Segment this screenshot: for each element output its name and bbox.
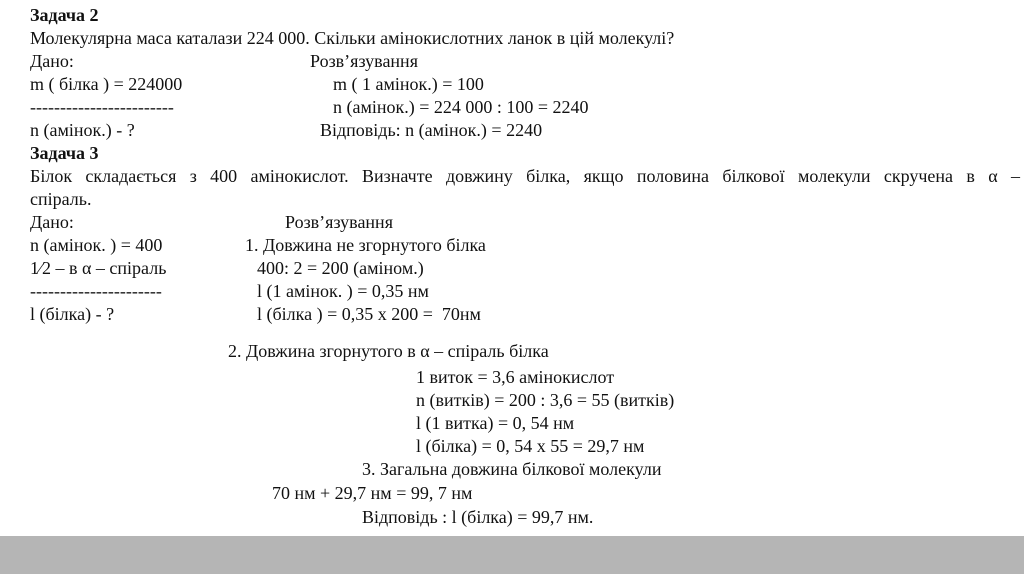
task3-given-label: Дано: (30, 212, 74, 232)
task2-solution-step2: n (амінок.) = 224 000 : 100 = 2240 (333, 97, 589, 117)
task2-title: Задача 2 (30, 5, 99, 25)
task3-solution-label: Розв’язування (285, 212, 393, 232)
task3-step3-heading: 3. Загальна довжина білкової молекули (362, 459, 662, 479)
task3-separator: ---------------------- (30, 281, 162, 301)
footer-bar (0, 536, 1024, 574)
task3-title: Задача 3 (30, 143, 99, 163)
task2-find: n (амінок.) - ? (30, 120, 135, 140)
task3-step2-heading: 2. Довжина згорнутого в α – спіраль білка (228, 341, 549, 361)
task3-step3-sum: 70 нм + 29,7 нм = 99, 7 нм (272, 483, 473, 503)
task3-answer: Відповідь : l (білка) = 99,7 нм. (362, 507, 594, 527)
task3-given-count: n (амінок. ) = 400 (30, 235, 163, 255)
task2-answer: Відповідь: n (амінок.) = 2240 (320, 120, 543, 140)
task3-step2-turns-count: n (витків) = 200 : 3,6 = 55 (витків) (416, 390, 675, 410)
task3-step2-helix-length: l (білка) = 0, 54 х 55 = 29,7 нм (416, 436, 645, 456)
task3-solution-linear-length: l (білка ) = 0,35 х 200 = 70нм (257, 304, 481, 324)
task3-solution-half-count: 400: 2 = 200 (аміном.) (257, 258, 424, 278)
task3-solution-aminoacid-length: l (1 амінок. ) = 0,35 нм (257, 281, 429, 301)
task2-separator: ------------------------ (30, 97, 174, 117)
task3-given-half: 1⁄2 – в α – спіраль (30, 258, 167, 278)
task2-given-label: Дано: (30, 51, 74, 71)
task3-question-line1: Білок складається з 400 амінокислот. Визначте довжину білка, якщо половина білкової молекули скручена в α – (30, 166, 1020, 186)
task3-solution-step1: 1. Довжина не згорнутого білка (245, 235, 486, 255)
task3-question-line2: спіраль. (30, 189, 92, 209)
task3-step2-turn: 1 виток = 3,6 амінокислот (416, 367, 615, 387)
task2-question: Молекулярна маса каталази 224 000. Скільки амінокислотних ланок в цій молекулі? (30, 28, 675, 48)
task2-solution-step1: m ( 1 амінок.) = 100 (333, 74, 484, 94)
task2-given-mass: m ( білка ) = 224000 (30, 74, 183, 94)
task2-solution-label: Розв’язування (310, 51, 418, 71)
task3-step2-turn-length: l (1 витка) = 0, 54 нм (416, 413, 575, 433)
task3-find: l (білка) - ? (30, 304, 115, 324)
